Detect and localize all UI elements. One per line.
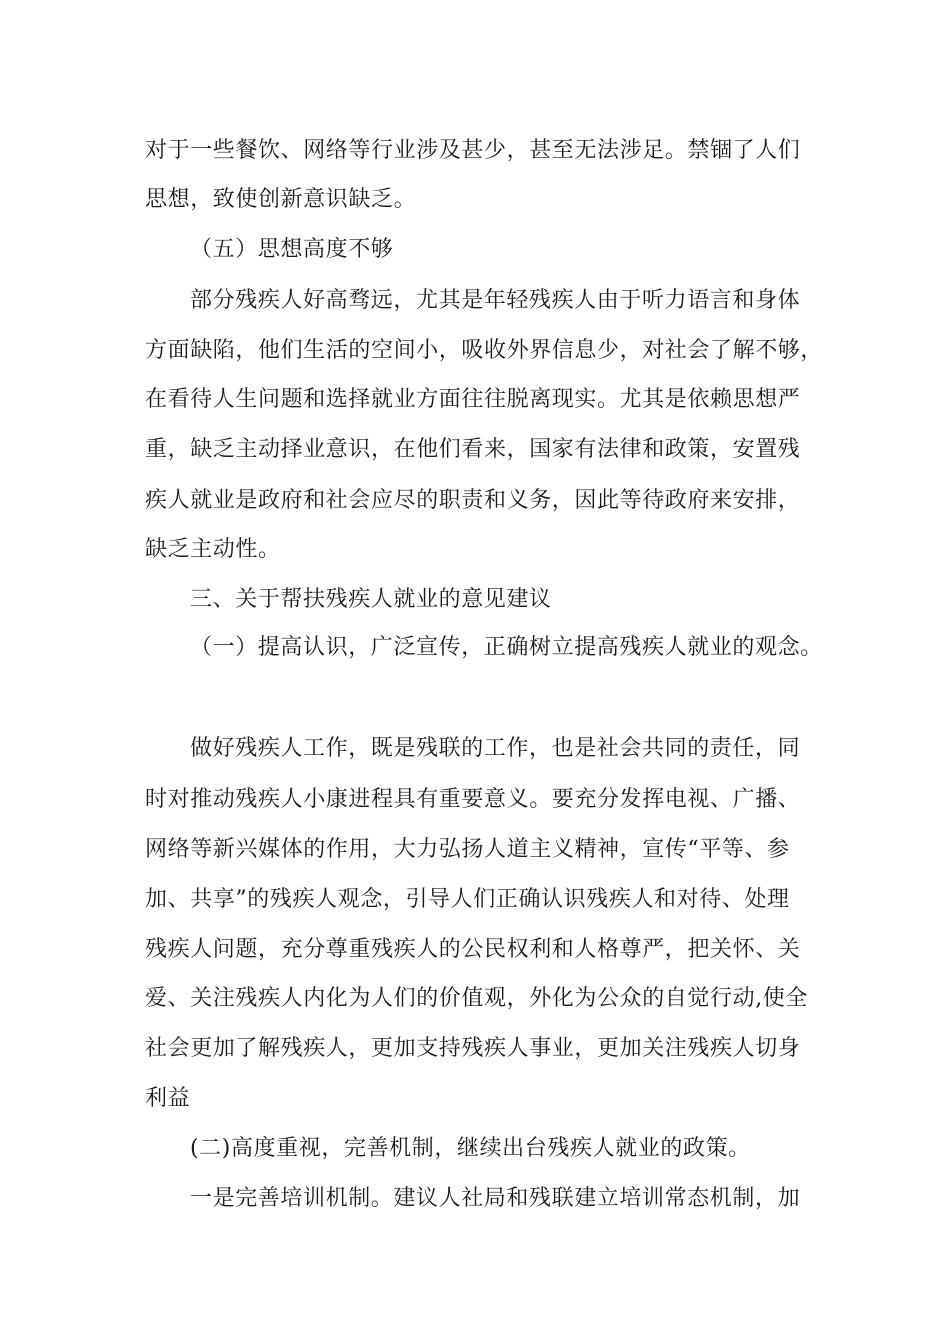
section-heading: 三、关于帮扶残疾人就业的意见建议 xyxy=(190,587,552,612)
paragraph-line: 利益 xyxy=(145,1086,191,1111)
paragraph-line: 在看待人生问题和选择就业方面往往脱离现实。尤其是依赖思想严 xyxy=(145,387,801,412)
paragraph-line: 残疾人问题，充分尊重残疾人的公民权利和人格尊严，把关怀、关 xyxy=(145,937,801,962)
paragraph-line: 疾人就业是政府和社会应尽的职责和义务，因此等待政府来安排， xyxy=(145,488,801,513)
paragraph-line: 加、共享”的残疾人观念，引导人们正确认识残疾人和对待、处理 xyxy=(145,887,790,912)
paragraph-line: 社会更加了解残疾人，更加支持残疾人事业，更加关注残疾人切身 xyxy=(145,1036,801,1061)
paragraph-line: 爱、关注残疾人内化为人们的价值观，外化为公众的自觉行动,使全 xyxy=(145,986,808,1011)
paragraph-line: 缺乏主动性。 xyxy=(145,537,281,562)
paragraph-line: 网络等新兴媒体的作用，大力弘扬人道主义精神，宣传“平等、参 xyxy=(145,837,790,862)
paragraph-line: 方面缺陷，他们生活的空间小，吸收外界信息少，对社会了解不够， xyxy=(145,338,824,363)
paragraph-line: 对于一些餐饮、网络等行业涉及甚少，甚至无法涉足。禁锢了人们 xyxy=(145,138,801,163)
subsection-heading: （一）提高认识，广泛宣传，正确树立提高残疾人就业的观念。 xyxy=(190,635,823,660)
paragraph-line: 思想，致使创新意识缺乏。 xyxy=(145,187,417,212)
paragraph-line: 一是完善培训机制。建议人社局和残联建立培训常态机制，加 xyxy=(190,1186,801,1211)
paragraph-line: 时对推动残疾人小康进程具有重要意义。要充分发挥电视、广播、 xyxy=(145,787,801,812)
paragraph-line: 做好残疾人工作，既是残联的工作，也是社会共同的责任，同 xyxy=(190,736,801,761)
subsection-heading: (二)高度重视，完善机制，继续出台残疾人就业的政策。 xyxy=(190,1136,751,1161)
paragraph-line: 部分残疾人好高骛远，尤其是年轻残疾人由于听力语言和身体 xyxy=(190,288,801,313)
paragraph-line: 重，缺乏主动择业意识，在他们看来，国家有法律和政策，安置残 xyxy=(145,437,801,462)
section-heading: （五）思想高度不够 xyxy=(190,237,394,262)
